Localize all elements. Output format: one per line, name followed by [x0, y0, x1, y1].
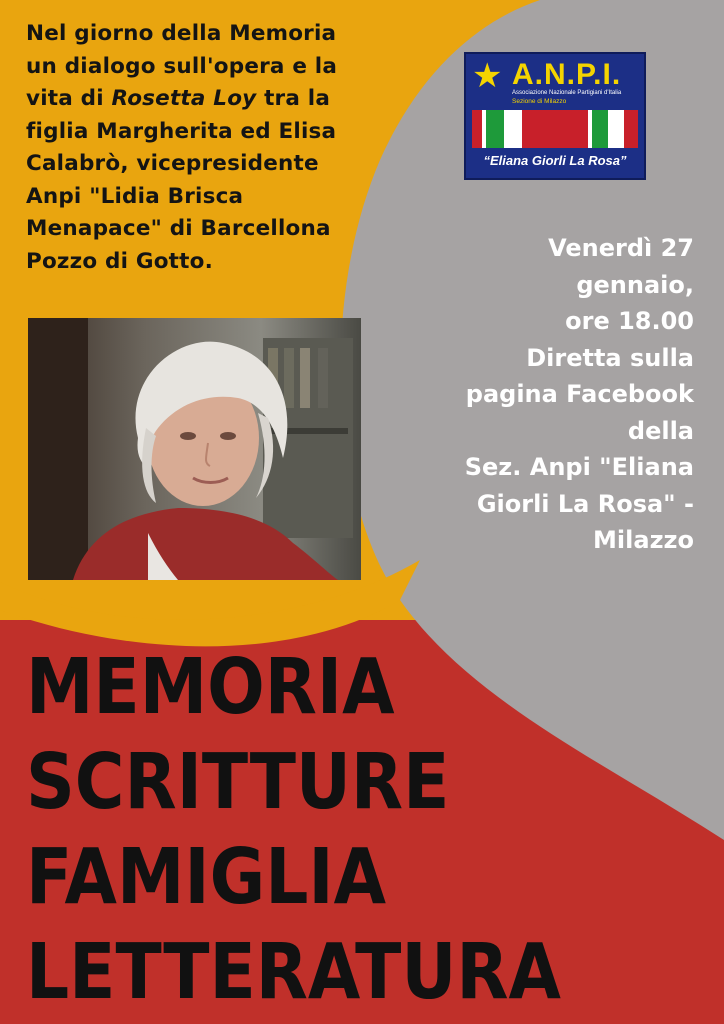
- event-line: Venerdì 27: [548, 234, 694, 262]
- event-line: pagina Facebook: [465, 380, 694, 408]
- intro-line: Calabrò, vicepresidente: [26, 151, 319, 176]
- logo-tagline: “Eliana Giorli La Rosa”: [483, 153, 627, 168]
- poster-title: [26, 640, 561, 1020]
- event-line: Milazzo: [593, 526, 694, 554]
- portrait-photo: [28, 318, 361, 580]
- intro-text: [26, 18, 371, 278]
- event-line: della: [627, 416, 694, 445]
- title-line: FAMIGLIA: [26, 833, 387, 922]
- intro-line: [26, 83, 371, 116]
- anpi-logo: [464, 52, 646, 180]
- intro-line: Nel giorno della Memoria: [26, 21, 337, 46]
- event-line: ore 18.00: [565, 307, 694, 335]
- intro-line-text: tra la: [256, 86, 331, 111]
- author-name: Rosetta Loy: [111, 86, 257, 111]
- intro-line: Anpi "Lidia Brisca: [26, 183, 244, 209]
- intro-line: figlia Margherita ed Elisa: [26, 118, 337, 144]
- intro-line-text: vita di: [26, 86, 112, 111]
- intro-line: un dialogo sull'opera e la: [26, 53, 338, 79]
- logo-name: A.N.P.I.: [512, 58, 622, 91]
- logo-section: Sezione di Milazzo: [512, 98, 567, 105]
- title-line: LETTERATURA: [26, 928, 561, 1017]
- event-line: Diretta sulla: [526, 343, 694, 372]
- event-line: Sez. Anpi "Eliana: [464, 453, 694, 481]
- flag-stripes-icon: [472, 110, 638, 148]
- event-line: gennaio,: [576, 270, 694, 299]
- title-line: SCRITTURE: [26, 738, 450, 827]
- title-line: MEMORIA: [26, 643, 395, 732]
- star-icon: ★: [472, 56, 503, 96]
- intro-line: Menapace" di Barcellona: [26, 216, 331, 241]
- event-line: Giorli La Rosa" -: [476, 489, 694, 518]
- intro-line: Pozzo di Gotto.: [26, 248, 213, 274]
- event-details: [394, 230, 694, 559]
- logo-subtitle: Associazione Nazionale Partigiani d'Italia: [512, 90, 622, 96]
